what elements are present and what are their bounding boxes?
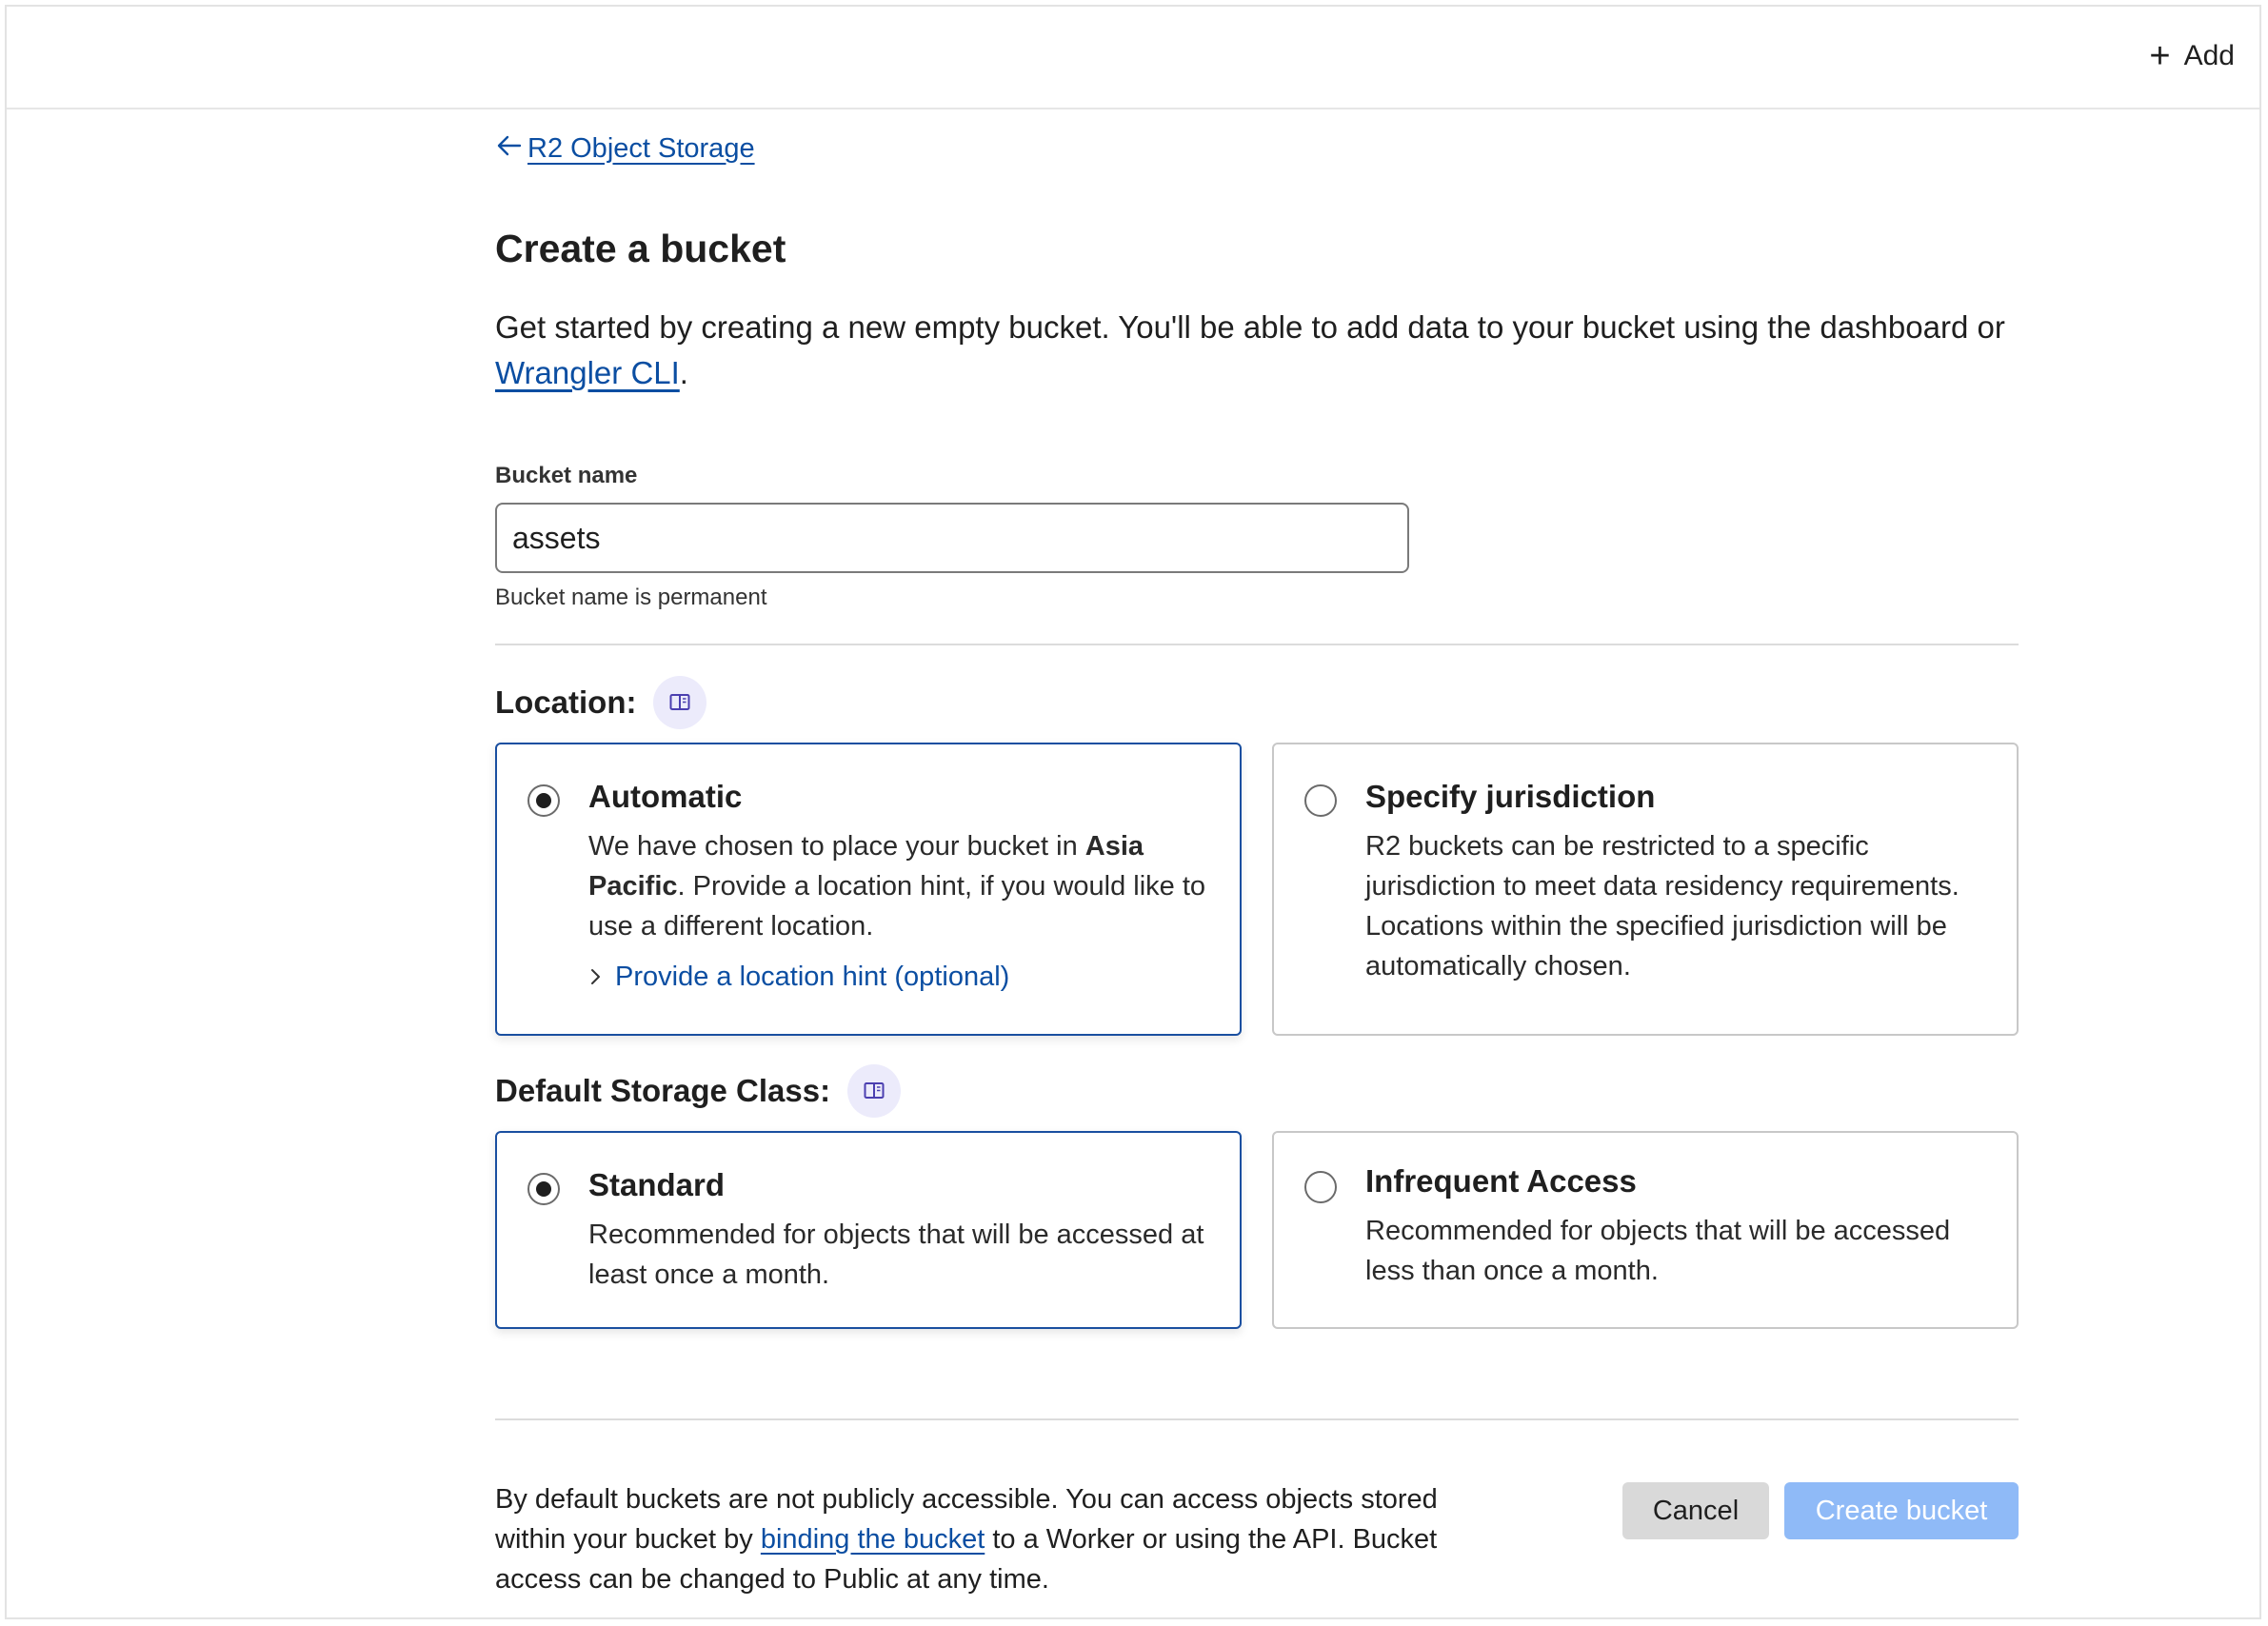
plus-icon: +	[2149, 36, 2171, 76]
storage-class-section-label	[495, 1064, 901, 1118]
intro-text-body: Get started by creating a new empty bucket. You'll be able to add data to your bucket using the dashboard or	[495, 309, 2005, 345]
cancel-button[interactable]: Cancel	[1622, 1482, 1769, 1539]
page-title: Create a bucket	[495, 227, 786, 270]
intro-text	[495, 305, 2038, 396]
wrangler-cli-link[interactable]: Wrangler CLI	[495, 355, 680, 390]
storage-option-infrequent[interactable]	[1272, 1131, 2019, 1329]
option-title: Specify jurisdiction	[1365, 779, 1656, 814]
option-description: Recommended for objects that will be accessed at least once a month.	[588, 1220, 1204, 1290]
divider	[495, 644, 2019, 645]
access-notice	[495, 1479, 1466, 1599]
radio-infrequent[interactable]	[1304, 1171, 1337, 1203]
location-hint-toggle[interactable]	[588, 962, 1009, 993]
book-icon[interactable]	[847, 1064, 901, 1118]
option-title: Infrequent Access	[1365, 1163, 1637, 1199]
location-hint-label: Provide a location hint (optional)	[615, 962, 1010, 992]
location-section-label	[495, 676, 706, 729]
add-button-label: Add	[2183, 40, 2235, 71]
back-link-label: R2 Object Storage	[527, 132, 755, 164]
bucket-name-hint: Bucket name is permanent	[495, 585, 767, 610]
option-description: R2 buckets can be restricted to a specific jurisdiction to meet data residency requirements. Locations within the specified jurisdiction will be automatically chosen.	[1365, 831, 1960, 982]
divider	[495, 1418, 2019, 1420]
access-notice-after: to a Worker or using the API. Bucket access can be changed to Public at any time.	[495, 1524, 1438, 1595]
option-description	[588, 826, 1211, 946]
access-notice-before: By default buckets are not publicly accessible. You can access objects stored within your bucket by	[495, 1484, 1438, 1555]
storage-option-standard[interactable]	[495, 1131, 1242, 1329]
option-description: Recommended for objects that will be accessed less than once a month.	[1365, 1216, 1951, 1286]
location-option-automatic[interactable]	[495, 743, 1242, 1036]
radio-standard[interactable]	[527, 1173, 560, 1205]
intro-text-end: .	[679, 355, 688, 390]
arrow-left-icon	[495, 131, 524, 166]
back-link[interactable]	[495, 131, 755, 166]
option-desc-region: Asia Pacific	[588, 831, 1144, 902]
option-desc-before: We have chosen to place your bucket in	[588, 831, 1085, 862]
chevron-right-icon	[588, 962, 602, 993]
option-title: Automatic	[588, 779, 743, 814]
binding-bucket-link[interactable]: binding the bucket	[760, 1524, 985, 1555]
radio-jurisdiction[interactable]	[1304, 784, 1337, 817]
location-option-jurisdiction[interactable]	[1272, 743, 2019, 1036]
bucket-name-label: Bucket name	[495, 463, 638, 488]
radio-automatic[interactable]	[527, 784, 560, 817]
book-icon[interactable]	[653, 676, 706, 729]
create-bucket-button[interactable]: Create bucket	[1784, 1482, 2019, 1539]
option-desc-after: . Provide a location hint, if you would like to use a different location.	[588, 871, 1206, 942]
option-title: Standard	[588, 1167, 726, 1202]
storage-class-label: Default Storage Class:	[495, 1073, 831, 1108]
location-label: Location:	[495, 684, 637, 720]
bucket-name-input[interactable]	[495, 503, 1409, 573]
